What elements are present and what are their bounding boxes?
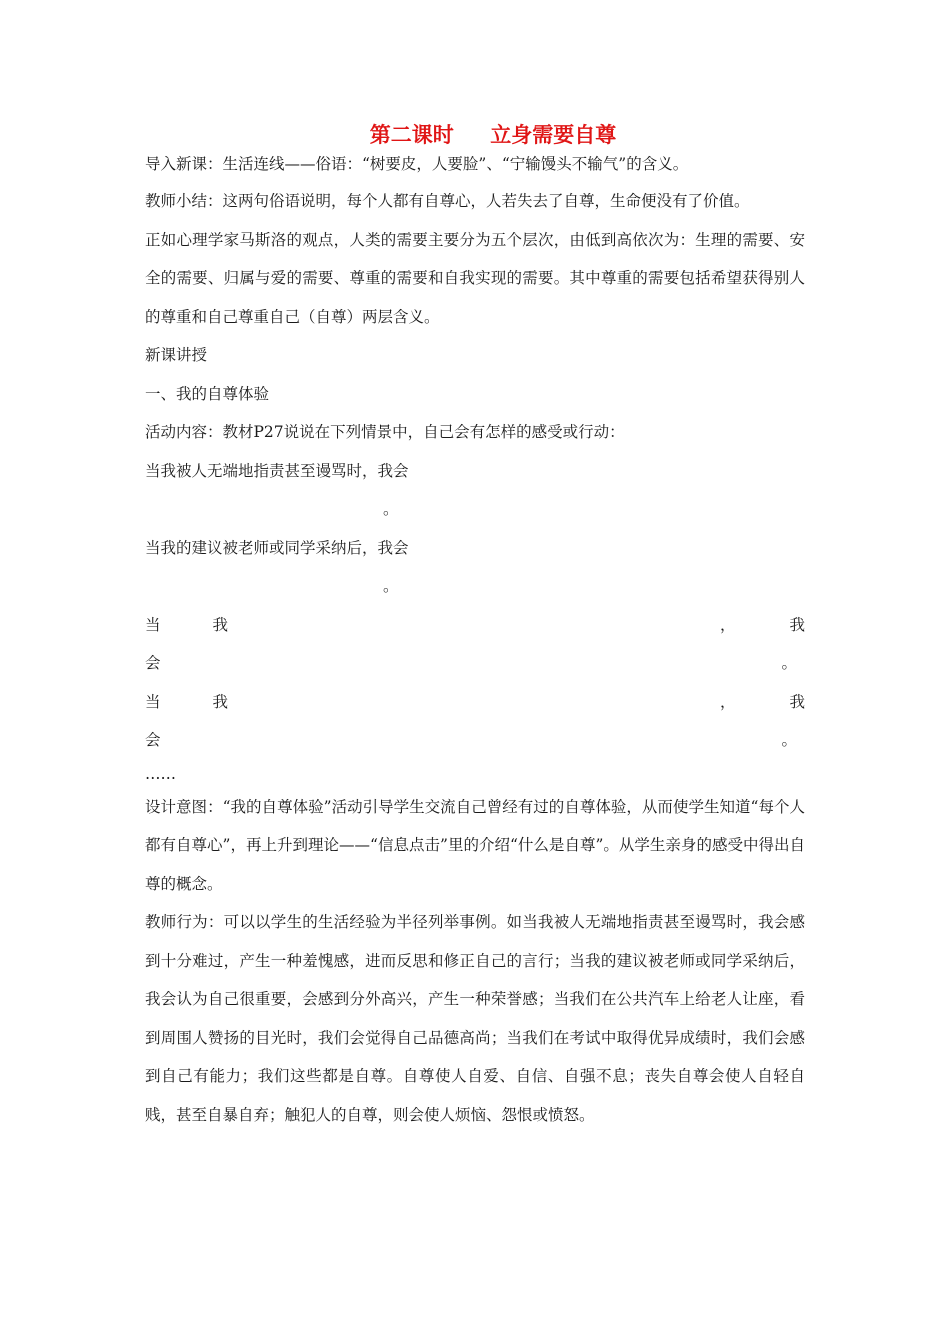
scenario-prompt-1: 当我被人无端地指责甚至谩骂时，我会: [145, 461, 409, 480]
fill-char: 我: [212, 615, 229, 634]
fill-row: [145, 683, 805, 722]
fill-char: 当: [145, 615, 161, 634]
activity-content: 活动内容：教材P27说说在下列情景中，自己会有怎样的感受或行动：: [145, 423, 625, 441]
fill-char: ，: [719, 615, 736, 634]
fill-char: 我: [212, 692, 229, 711]
answer-blank-2: [145, 567, 805, 606]
blank-end-mark: 。: [383, 577, 399, 595]
fill-char: 我: [789, 615, 805, 634]
fill-char: 当: [145, 692, 161, 711]
lesson-title: 第二课时 立身需要自尊: [369, 122, 617, 147]
fill-char: 我: [789, 692, 805, 711]
blank-end-mark: 。: [383, 500, 399, 518]
document-page: [145, 120, 805, 1134]
scenario-prompt-2: 当我的建议被老师或同学采纳后，我会: [145, 538, 409, 557]
subsection-heading: 一、我的自尊体验: [145, 384, 270, 403]
teacher-action-paragraph: 教师行为：可以以学生的生活经验为半径列举事例。如当我被人无端地指责甚至谩骂时，我会感到十分难过，产生一种羞愧感，进而反思和修正自己的言行；当我的建议被老师或同学采纳后，我会认为自己很重要，会感到分外高兴，产生一种荣誉感；当我们在公共汽车上给老人让座，看到周围人赞扬的目光时，我们会觉得自己品德高尚；当我们在考试中取得优异成绩时，我们会感到自己有能力；我们这些都是自尊。自尊使人自爱、自信、自强不息；丧失自尊会使人自轻自贱，甚至自暴自弃；触犯人的自尊，则会使人烦恼、怨恨或愤怒。: [145, 913, 805, 1124]
teacher-summary-line: 教师小结：这两句俗语说明，每个人都有自尊心，人若失去了自尊，生命便没有了价值。: [145, 192, 750, 210]
fill-char: ，: [719, 692, 736, 711]
design-intent-paragraph: 设计意图：“我的自尊体验”活动引导学生交流自己曾经有过的自尊体验，从而使学生知道“每个人都有自尊心”，再上升到理论——“信息点击”里的介绍“什么是自尊”。从学生亲身的感受中得出自尊的概念。: [145, 797, 805, 893]
section-heading: 新课讲授: [145, 346, 208, 364]
intro-paragraph: 导入新课：生活连线——俗语：“树要皮，人要脸”、“宁输馒头不输气”的含义。: [145, 155, 689, 173]
fill-row: [145, 606, 805, 645]
ellipsis-line: ……: [145, 764, 176, 783]
maslow-paragraph: 正如心理学家马斯洛的观点，人类的需要主要分为五个层次，由低到高依次为：生理的需要、安全的需要、归属与爱的需要、尊重的需要和自我实现的需要。其中尊重的需要包括希望获得别人的尊重和自己尊重自己（自尊）两层含义。: [145, 230, 805, 326]
fill-char: 会: [145, 731, 161, 749]
fill-char: 会: [145, 654, 161, 672]
fill-char: 。: [781, 731, 797, 749]
fill-row: [145, 721, 805, 760]
fill-row: [145, 644, 805, 683]
answer-blank-1: [145, 490, 805, 529]
fill-char: 。: [781, 654, 797, 672]
